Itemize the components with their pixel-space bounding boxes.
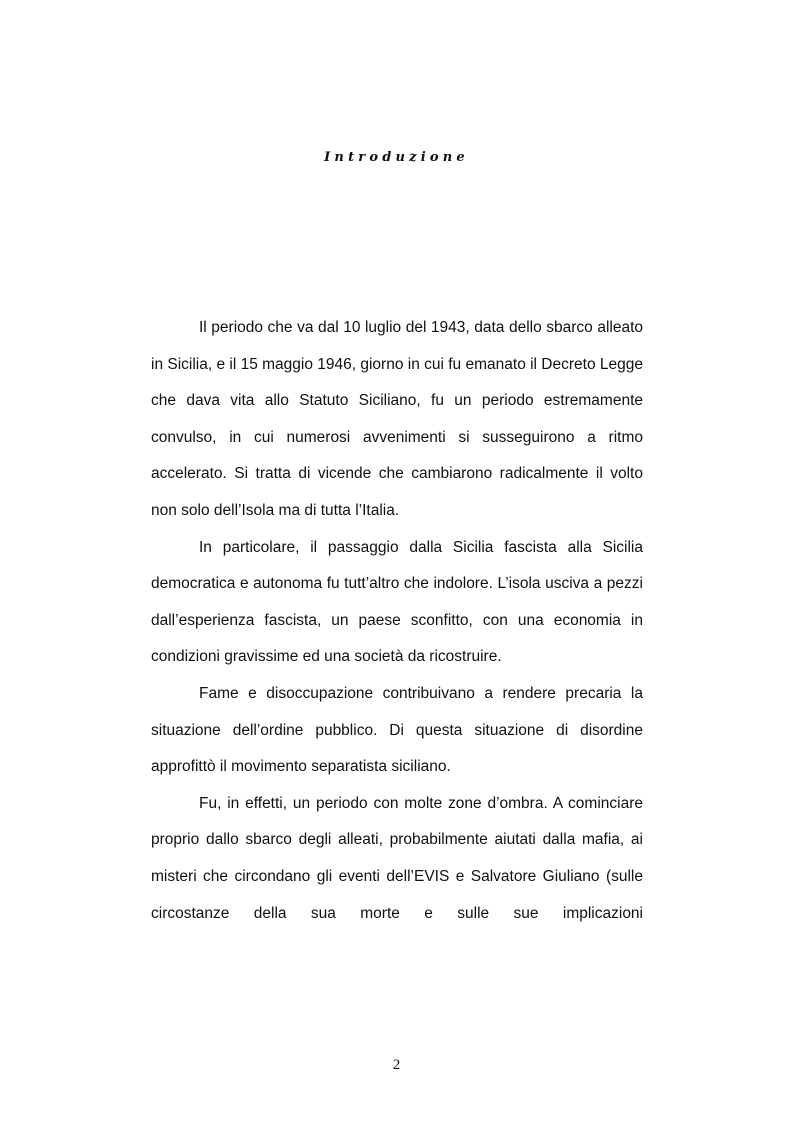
paragraph-1: Il periodo che va dal 10 luglio del 1943, data dello sbarco alleato in Sicilia, e il 15 maggio 1946, giorno in cui fu emanato il Decreto Legge che dava vita allo Statuto Siciliano, fu un periodo estremamente convulso, in cui numerosi avvenimenti si susseguirono a ritmo accelerato. Si tratta di vicende che cambiarono radicalmente il volto non solo dell’Isola ma di tutta l’Italia. xyxy=(151,319,643,519)
body-text xyxy=(151,310,643,932)
chapter-title: Introduzione xyxy=(324,150,469,165)
paragraph-2: In particolare, il passaggio dalla Sicilia fascista alla Sicilia democratica e autonoma fu tutt’altro che indolore. L’isola usciva a pezzi dall’esperienza fascista, un paese sconfitto, con una economia in condizioni gravissime ed una società da ricostruire. xyxy=(151,538,643,666)
paragraph-3: Fame e disoccupazione contribuivano a rendere precaria la situazione dell’ordine pubblico. Di questa situazione di disordine approfittò il movimento separatista siciliano. xyxy=(151,684,643,776)
page-number: 2 xyxy=(392,1057,401,1073)
paragraph-4: Fu, in effetti, un periodo con molte zone d’ombra. A cominciare proprio dallo sbarco degli alleati, probabilmente aiutati dalla mafia, ai misteri che circondano gli eventi dell’EVIS e Salvatore Giuliano (sulle circostanze della sua morte e sulle sue implicazioni xyxy=(151,794,643,922)
